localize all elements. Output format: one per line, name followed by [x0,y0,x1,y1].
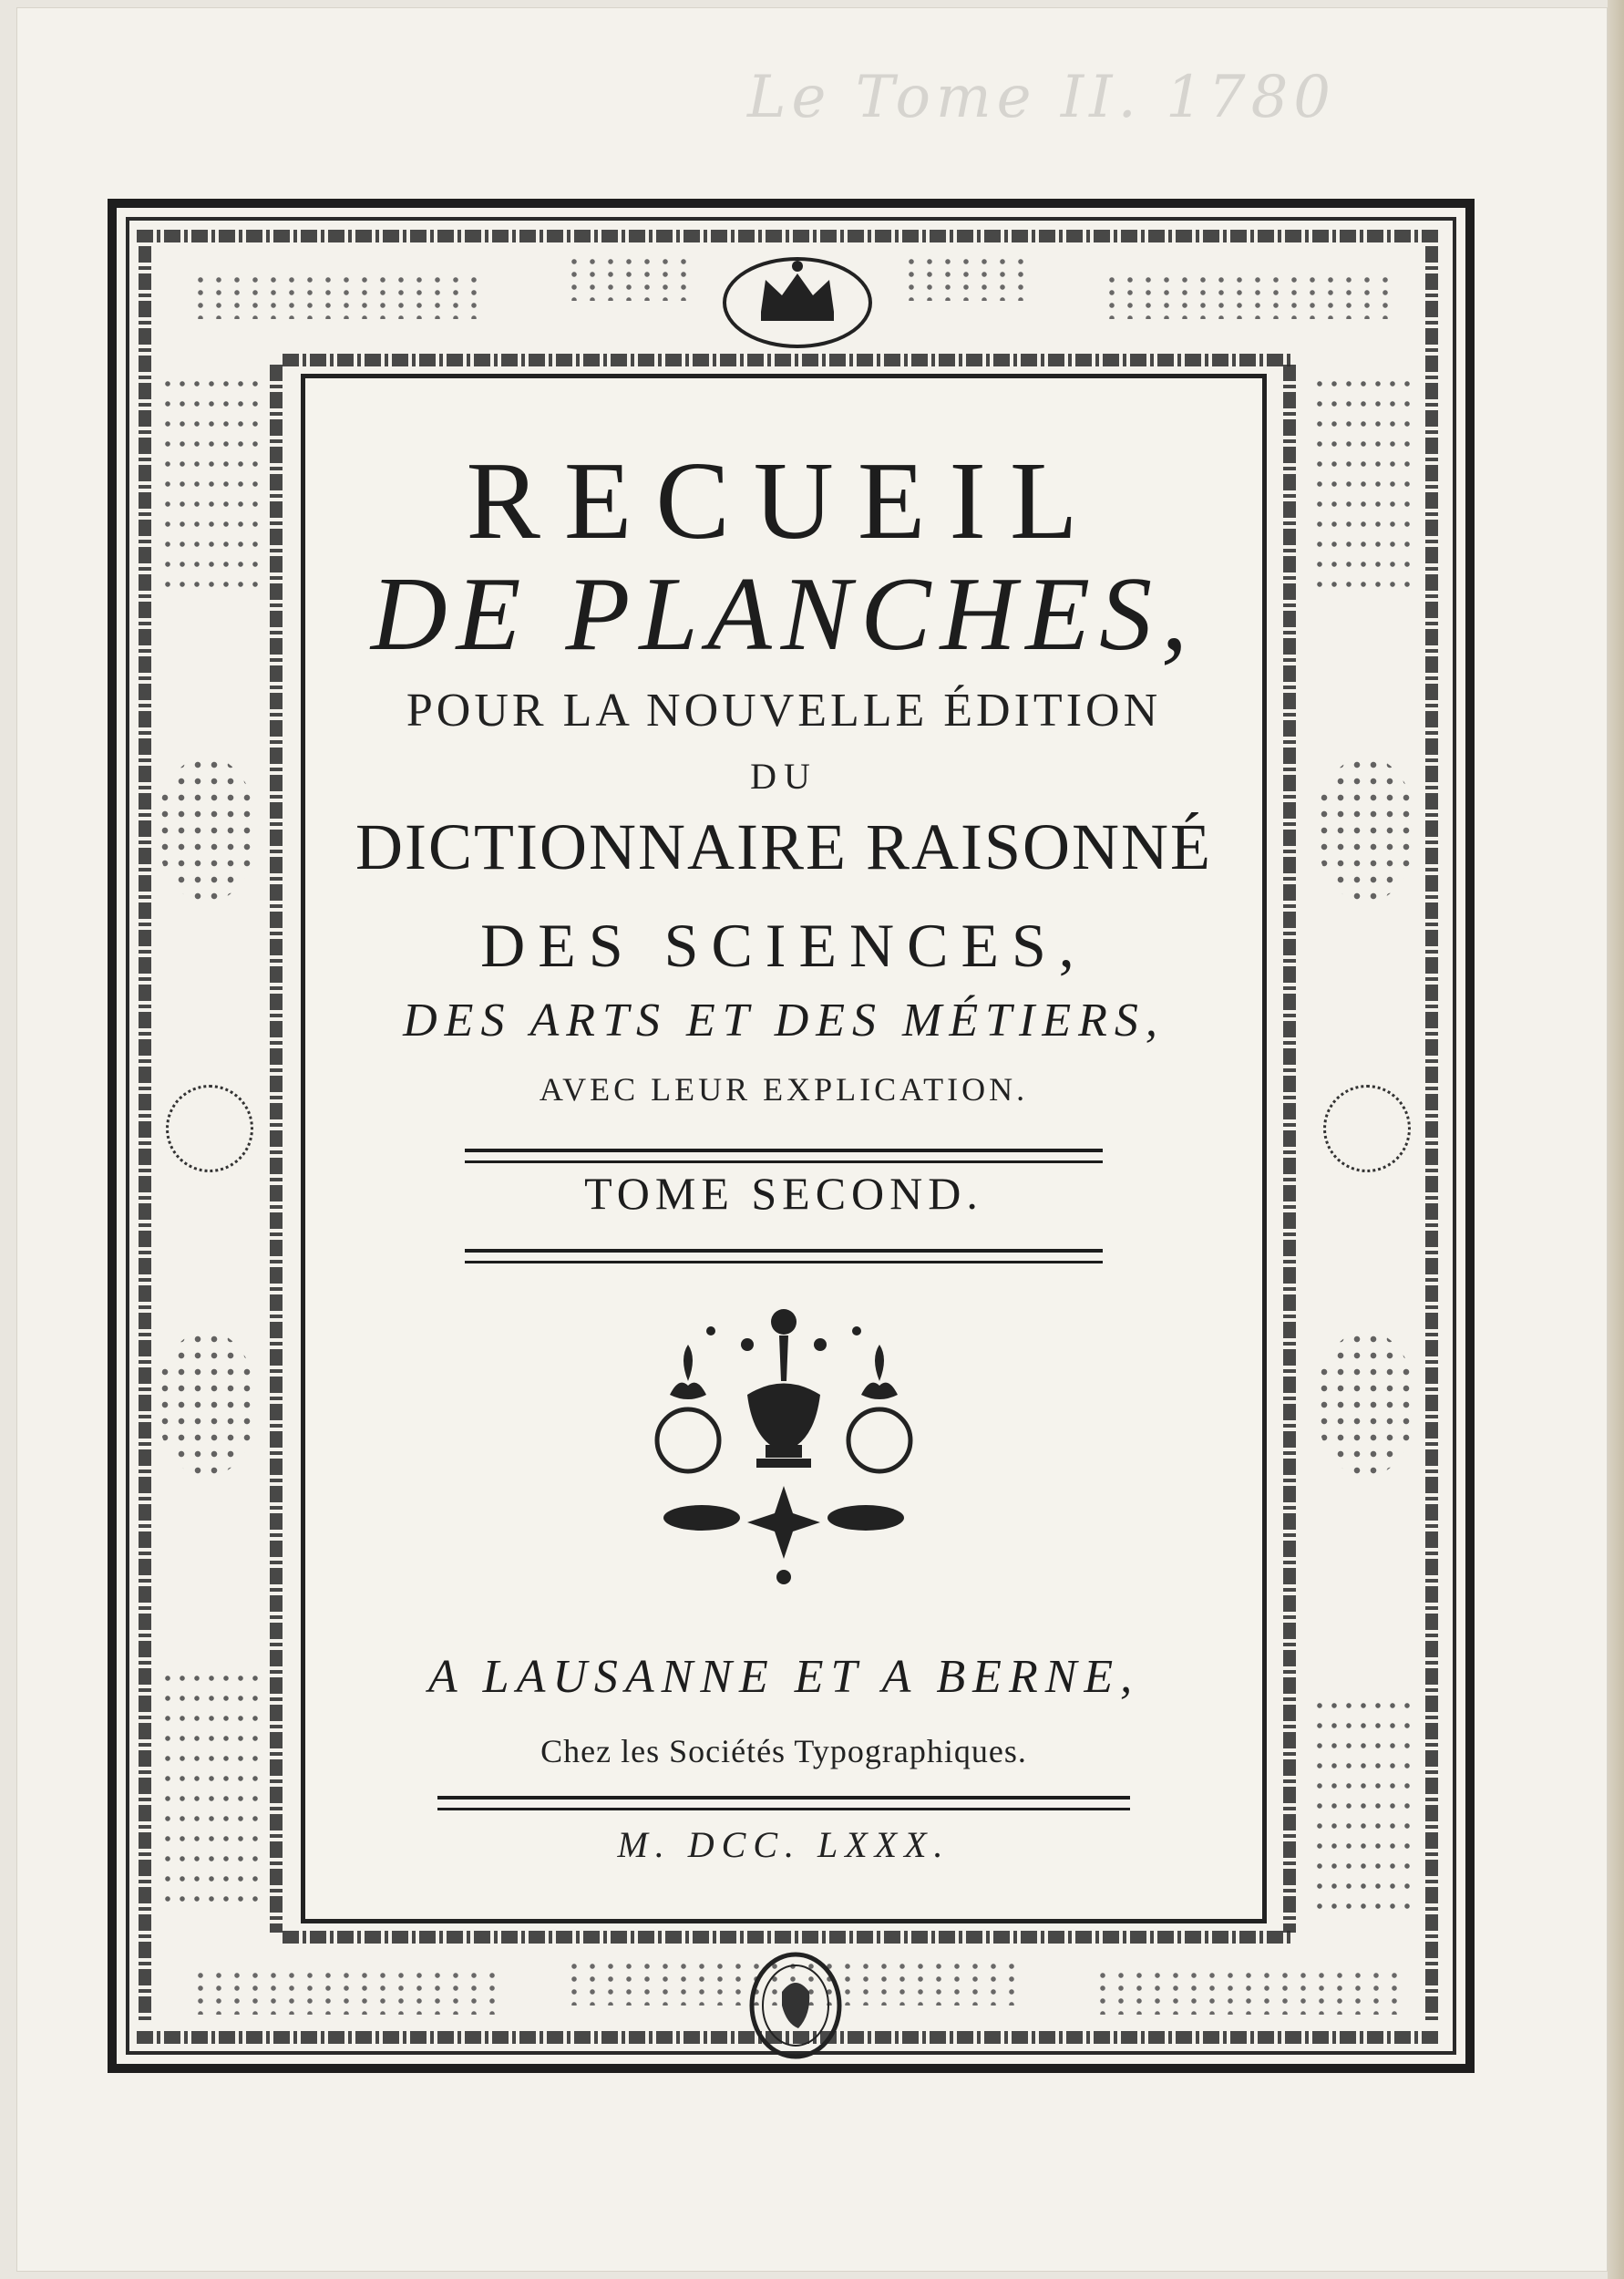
chain-border-left [139,246,151,2024]
sun-ornament-right [1323,1085,1411,1172]
double-rule-bottom [465,1249,1103,1263]
page-edge [1608,0,1624,2279]
subtitle-nouvelle-edition: POUR LA NOUVELLE ÉDITION [406,685,1162,737]
ornament-band-top-left [191,273,483,319]
subtitle-du: DU [750,756,817,797]
ornament-band-top-right [1103,273,1394,319]
pendant-right-top [1312,374,1413,593]
publication-year: M. DCC. LXXX. [617,1824,951,1865]
chain-border-right [1425,246,1438,2024]
pendant-left-bottom [160,1668,261,1914]
crown-ornament-icon [711,239,884,357]
title-de-planches: DE PLANCHES, [370,556,1197,673]
volume-label: TOME SECOND. [584,1168,983,1219]
ornament-band-bottom-left [191,1969,501,2015]
subtitle-explication: AVEC LEUR EXPLICATION. [539,1071,1029,1108]
subtitle-dictionnaire: DICTIONNAIRE RAISONNÉ [355,810,1212,883]
medallion-right-upper [1316,757,1416,902]
subtitle-arts-metiers: DES ARTS ET DES MÉTIERS, [403,995,1165,1047]
fleur-de-lis-vignette-icon [601,1294,966,1604]
ornament-band-bottom-right [1094,1969,1403,2015]
subtitle-sciences: DES SCIENCES, [480,911,1087,980]
double-rule-top [465,1149,1103,1163]
handwritten-inscription: Le Tome II. 1780 [747,64,1336,131]
place-lausanne-berne: A LAUSANNE ET A BERNE, [427,1651,1140,1703]
chain-border-left-inner [270,365,283,1933]
double-rule-imprint [437,1796,1130,1810]
pendant-left-top [160,374,261,593]
pendant-right-bottom [1312,1696,1413,1914]
medallion-left-lower [157,1331,257,1477]
sun-ornament-left [166,1085,253,1172]
title-recueil: RECUEIL [466,439,1102,562]
medallion-left-upper [157,757,257,902]
ornament-band-top-center-right [902,255,1030,301]
chain-border-bottom-inner [283,1931,1294,1944]
portrait-medallion-icon [745,1951,846,2060]
publisher-societes: Chez les Sociétés Typographiques. [540,1733,1027,1769]
chain-border-right-inner [1283,365,1296,1933]
medallion-right-lower [1316,1331,1416,1477]
ornament-band-top-center [565,255,693,301]
